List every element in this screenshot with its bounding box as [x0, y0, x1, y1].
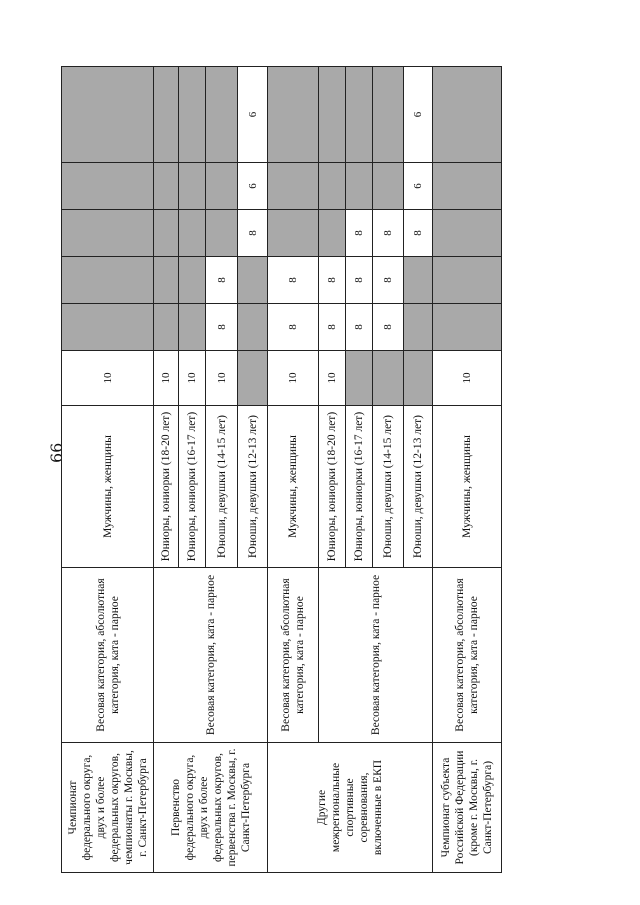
value-cell: 10	[268, 351, 319, 406]
competition-table	[61, 66, 502, 873]
age-group-cell: Мужчины, женщины	[433, 406, 502, 568]
shaded-value-cell	[206, 163, 238, 210]
shaded-value-cell	[179, 210, 206, 257]
age-group-cell: Мужчины, женщины	[62, 406, 154, 568]
discipline-cell: Весовая категория, абсолютная категория, ката - парное	[433, 568, 502, 743]
shaded-value-cell	[238, 351, 268, 406]
shaded-value-cell	[62, 257, 154, 304]
discipline-cell: Весовая категория, абсолютная категория, ката - парное	[268, 568, 319, 743]
shaded-value-cell	[154, 67, 179, 163]
value-cell: 8	[346, 304, 373, 351]
shaded-value-cell	[154, 304, 179, 351]
competition-cell: Чемпионат федерального округа, двух и более федеральных округов, чемпионаты г. Москвы, г. Санкт-Петербурга	[62, 743, 154, 873]
age-group-cell: Юниоры, юниорки (16-17 лет)	[179, 406, 206, 568]
table-row	[154, 67, 179, 873]
value-cell: 8	[346, 210, 373, 257]
discipline-cell: Весовая категория, ката - парное	[154, 568, 268, 743]
value-cell: 8	[238, 210, 268, 257]
shaded-value-cell	[346, 67, 373, 163]
shaded-value-cell	[206, 67, 238, 163]
shaded-value-cell	[433, 304, 502, 351]
age-group-cell: Мужчины, женщины	[268, 406, 319, 568]
shaded-value-cell	[268, 210, 319, 257]
shaded-value-cell	[433, 257, 502, 304]
value-cell: 6	[238, 163, 268, 210]
age-group-cell: Юноши, девушки (14-15 лет)	[206, 406, 238, 568]
value-cell: 8	[346, 257, 373, 304]
value-cell: 8	[268, 304, 319, 351]
age-group-cell: Юноши, девушки (14-15 лет)	[373, 406, 404, 568]
shaded-value-cell	[238, 257, 268, 304]
age-group-cell: Юниоры, юниорки (18-20 лет)	[154, 406, 179, 568]
value-cell: 8	[319, 257, 346, 304]
shaded-value-cell	[433, 163, 502, 210]
shaded-value-cell	[154, 210, 179, 257]
table-row	[433, 67, 502, 873]
value-cell: 6	[404, 67, 433, 163]
page-number: 66	[47, 442, 66, 463]
value-cell: 10	[62, 351, 154, 406]
shaded-value-cell	[62, 67, 154, 163]
shaded-value-cell	[404, 257, 433, 304]
shaded-value-cell	[62, 163, 154, 210]
shaded-value-cell	[373, 67, 404, 163]
value-cell: 8	[268, 257, 319, 304]
shaded-value-cell	[319, 210, 346, 257]
competition-cell: Другие межрегиональные спортивные соревнования, включенные в ЕКП	[268, 743, 433, 873]
shaded-value-cell	[179, 257, 206, 304]
shaded-value-cell	[319, 67, 346, 163]
shaded-value-cell	[404, 304, 433, 351]
value-cell: 8	[206, 257, 238, 304]
discipline-cell: Весовая категория, абсолютная категория, ката - парное	[62, 568, 154, 743]
table-row	[268, 67, 319, 873]
value-cell: 10	[319, 351, 346, 406]
shaded-value-cell	[268, 67, 319, 163]
value-cell: 6	[238, 67, 268, 163]
value-cell: 8	[373, 210, 404, 257]
shaded-value-cell	[154, 257, 179, 304]
value-cell: 10	[154, 351, 179, 406]
shaded-value-cell	[238, 304, 268, 351]
shaded-value-cell	[346, 351, 373, 406]
shaded-value-cell	[404, 351, 433, 406]
shaded-value-cell	[154, 163, 179, 210]
age-group-cell: Юноши, девушки (12-13 лет)	[238, 406, 268, 568]
age-group-cell: Юноши, девушки (12-13 лет)	[404, 406, 433, 568]
shaded-value-cell	[179, 67, 206, 163]
shaded-value-cell	[373, 163, 404, 210]
shaded-value-cell	[62, 304, 154, 351]
age-group-cell: Юниоры, юниорки (16-17 лет)	[346, 406, 373, 568]
shaded-value-cell	[179, 163, 206, 210]
shaded-value-cell	[206, 210, 238, 257]
shaded-value-cell	[319, 163, 346, 210]
table-row	[62, 67, 154, 873]
shaded-value-cell	[268, 163, 319, 210]
value-cell: 10	[179, 351, 206, 406]
value-cell: 8	[373, 257, 404, 304]
value-cell: 6	[404, 163, 433, 210]
shaded-value-cell	[346, 163, 373, 210]
shaded-value-cell	[433, 67, 502, 163]
value-cell: 8	[206, 304, 238, 351]
discipline-cell: Весовая категория, ката - парное	[319, 568, 433, 743]
shaded-value-cell	[373, 351, 404, 406]
shaded-value-cell	[62, 210, 154, 257]
value-cell: 8	[319, 304, 346, 351]
rotated-table-container	[61, 67, 501, 873]
competition-cell: Чемпионат субъекта Российской Федерации (кроме г. Москвы, г. Санкт-Петербурга)	[433, 743, 502, 873]
age-group-cell: Юниоры, юниорки (18-20 лет)	[319, 406, 346, 568]
value-cell: 10	[206, 351, 238, 406]
value-cell: 8	[373, 304, 404, 351]
shaded-value-cell	[179, 304, 206, 351]
shaded-value-cell	[433, 210, 502, 257]
value-cell: 8	[404, 210, 433, 257]
competition-cell: Первенство федерального округа, двух и более федеральных округов, первенства г. Москвы, г. Санкт-Петербурга	[154, 743, 268, 873]
value-cell: 10	[433, 351, 502, 406]
